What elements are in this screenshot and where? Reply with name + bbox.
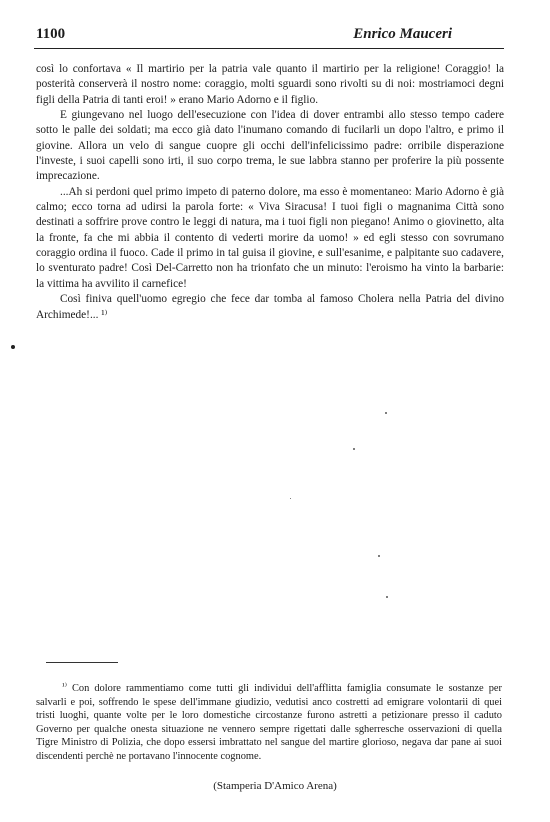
- footnote: [36, 680, 502, 764]
- paragraph: Così finiva quell'uomo egregio che fece dar tomba al famoso Cholera nella Patria del divino Archimede!... ¹⁾: [36, 293, 504, 321]
- running-title: Enrico Mauceri: [353, 26, 452, 42]
- printer-imprint: (Stamperia D'Amico Arena): [213, 780, 337, 792]
- footnote-text: Con dolore rammentiamo come tutti gli individui dell'afflitta famiglia consumate le sostanze per salvarli e poi, soffrendo le spese dell'immane giudizio, vedutisi anco costretti ad emigrare volontarii di quei tristi luoghi, quante volte per le loro domestiche circostanze furono astretti a petizionare presso il caduto Governo per qualche onesta situazione ne vennero sempre rigettati dalle sgherresche osservazioni di quella Tigre Ministro di Polizia, che dopo essersi imbrattato nel sangue del martire glorioso, negava dar pane ai suoi discendenti perchè ne portavano l'innocente cognome.: [36, 683, 502, 762]
- header-rule: [34, 48, 504, 49]
- paragraph: ...Ah si perdoni quel primo impeto di paterno dolore, ma esso è momentaneo: Mario Adorno è già calmo; ecco torna ad udirsi la parola forte: « Viva Siracusa! I tuoi figli o magnanima Città sono destinati a soffrire prove contro le leggi di natura, ma i tuoi figli non piegano! Animo o giovinetto, alta la fronte, fa che mi abbia il contento di vederti morire da uomo! » ed egli stesso con sovrumano coraggio ordina il fuoco. Cade il primo in tal guisa il giovine, e sull'esanime, e palpitante suo cadavere, lo sventurato padre! Così Del-Carretto non ha trionfato che un minuto: l'eroismo ha vinto la barbarie: la vittima ha avvilito il carnefice!: [36, 185, 504, 290]
- page-header: [36, 26, 512, 48]
- paragraph: E giungevano nel luogo dell'esecuzione con l'idea di dover entrambi allo stesso tempo cadere sotto le palle dei soldati; ma ecco già dato l'inumano comando di fucilarli un dopo l'altro, e primo il giovine. Allora un velo di sangue cuopre gli occhi dell'infelicissimo padre: orribile disperazione l'investe, i suoi capelli sono irti, il suo corpo trema, le sue labbra stanno per proferire la più possente imprecazione.: [36, 109, 504, 183]
- footnote-rule: [46, 662, 118, 663]
- page-number: 1100: [36, 26, 66, 42]
- body-text: [36, 62, 504, 323]
- footnote-marker: ¹⁾: [62, 681, 67, 691]
- margin-dot: [11, 345, 15, 349]
- paragraph: così lo confortava « Il martirio per la patria vale quanto il martirio per la religione! Coraggio! la posterità conserverà il nostro nome: coraggio, molti sguardi sono rivolti su di noi: mostriamoci degni figli della Patria di tanti eroi! » erano Mario Adorno e il figlio.: [36, 63, 504, 106]
